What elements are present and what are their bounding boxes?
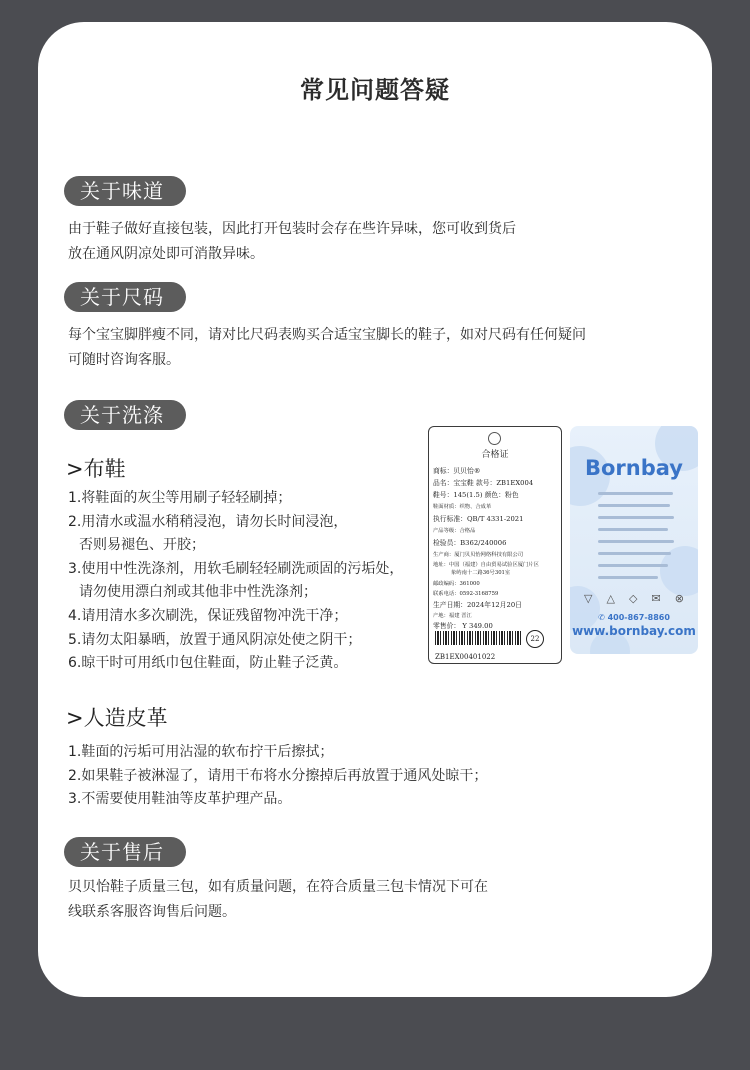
- section-badge-smell: 关于味道: [64, 176, 186, 206]
- bleach-icon: △: [606, 592, 615, 605]
- after-sales-text: [68, 875, 488, 925]
- care-icons: [584, 592, 684, 605]
- leather-shoes-list: [68, 741, 487, 812]
- section-badge-after-sales: 关于售后: [64, 837, 186, 867]
- tag-line: 象屿南十二路36号301室: [451, 570, 511, 576]
- list-item: 6.晾干时可用纸巾包住鞋面，防止鞋子泛黄。: [68, 655, 348, 672]
- section-badge-size: 关于尺码: [64, 282, 186, 312]
- page-title: 常见问题答疑: [300, 76, 450, 104]
- list-item: 2.用清水或温水稍稍浸泡，请勿长时间浸泡，: [68, 513, 348, 530]
- tag-line: 邮政编码：361000: [433, 581, 480, 587]
- phone-text: 400-867-8860: [607, 613, 670, 622]
- tag-line: 鞋号：145(1.5) 颜色：粉色: [433, 491, 519, 499]
- tag-title: 合格证: [481, 450, 509, 460]
- size-line-1: 每个宝宝脚胖瘦不同，请对比尺码表购买合适宝宝脚长的鞋子，如对尺码有任何疑问: [68, 327, 586, 343]
- list-item: 4.请用清水多次刷洗，保证残留物冲洗干净；: [68, 607, 348, 624]
- tag-hole: [488, 432, 501, 445]
- tag-line: 品名：宝宝鞋 款号：ZB1EX004: [433, 479, 534, 487]
- tag-line: 执行标准：QB/T 4331-2021: [433, 515, 524, 523]
- phone-number: [570, 613, 698, 622]
- tag-line: 产地：福建 晋江: [433, 613, 472, 619]
- brand-tag: [570, 426, 698, 654]
- wash-icon: ▽: [584, 592, 593, 605]
- tag-line: 商标：贝贝怡®: [433, 467, 481, 475]
- list-item: 否则易褪色、开胶；: [79, 537, 205, 554]
- brand-logo: Bornbay: [585, 456, 683, 480]
- tag-line: 联系电话：0592-3168759: [433, 591, 499, 597]
- size-text: [68, 323, 586, 373]
- tag-line: 生产日期：2024年12月20日: [433, 601, 522, 609]
- barcode-number: ZB1EX00401022: [435, 653, 496, 661]
- leather-shoes-heading: >人造皮革: [66, 706, 168, 730]
- dryclean-icon: ⊗: [674, 592, 684, 605]
- text-line: [598, 540, 674, 543]
- tag-line: 产品等级：合格品: [433, 528, 476, 534]
- certificate-tag: [428, 426, 562, 664]
- iron-icon: ◇: [629, 592, 638, 605]
- text-line: [598, 492, 673, 495]
- size-badge: 22: [526, 630, 544, 648]
- text-line: [598, 552, 671, 555]
- tag-line: 鞋面材质：织物、合成革: [433, 504, 492, 510]
- tag-line: 零售价： Y 349.00: [433, 622, 493, 630]
- text-line: [598, 564, 668, 567]
- after-sales-line-2: 线联系客服咨询售后问题。: [68, 904, 236, 920]
- list-item: 5.请勿太阳暴晒，放置于通风阴凉处使之阴干；: [68, 631, 362, 648]
- list-item: 3.使用中性洗涤剂，用软毛刷轻轻刷洗顽固的污垢处，: [68, 560, 404, 577]
- text-line: [598, 504, 670, 507]
- list-item: 1.将鞋面的灰尘等用刷子轻轻刷掉；: [68, 490, 292, 506]
- smell-line-2: 放在通风阴凉处即可消散异味。: [68, 246, 264, 262]
- list-item: 2.如果鞋子被淋湿了，请用干布将水分擦掉后再放置于通风处晾干；: [68, 767, 488, 784]
- tag-line: 检验员：B362/240006: [433, 539, 507, 547]
- cloth-shoes-list: [68, 487, 403, 676]
- list-item: 1.鞋面的污垢可用沾湿的软布拧干后擦拭；: [68, 744, 334, 760]
- text-line: [598, 576, 658, 579]
- after-sales-line-1: 贝贝怡鞋子质量三包，如有质量问题，在符合质量三包卡情况下可在: [68, 879, 488, 895]
- barcode: [435, 631, 523, 645]
- dry-icon: ✉: [651, 592, 661, 605]
- list-item: 3.不需要使用鞋油等皮革护理产品。: [68, 791, 292, 808]
- tag-line: 地址：中国（福建）自由贸易试验区厦门片区: [433, 562, 539, 568]
- section-badge-wash: 关于洗涤: [64, 400, 186, 430]
- cloth-shoes-heading: >布鞋: [66, 457, 126, 481]
- tag-line: 生产商：厦门贝贝怡网络科技有限公司: [433, 552, 524, 558]
- size-line-2: 可随时咨询客服。: [68, 352, 180, 368]
- text-line: [598, 528, 668, 531]
- phone-icon: ✆: [598, 613, 608, 622]
- smell-text: [68, 217, 516, 267]
- smell-line-1: 由于鞋子做好直接包装，因此打开包装时会存在些许异味，您可收到货后: [68, 221, 516, 237]
- list-item: 请勿使用漂白剂或其他非中性洗涤剂；: [79, 584, 317, 601]
- text-line: [598, 516, 674, 519]
- website: www.bornbay.com: [572, 624, 696, 638]
